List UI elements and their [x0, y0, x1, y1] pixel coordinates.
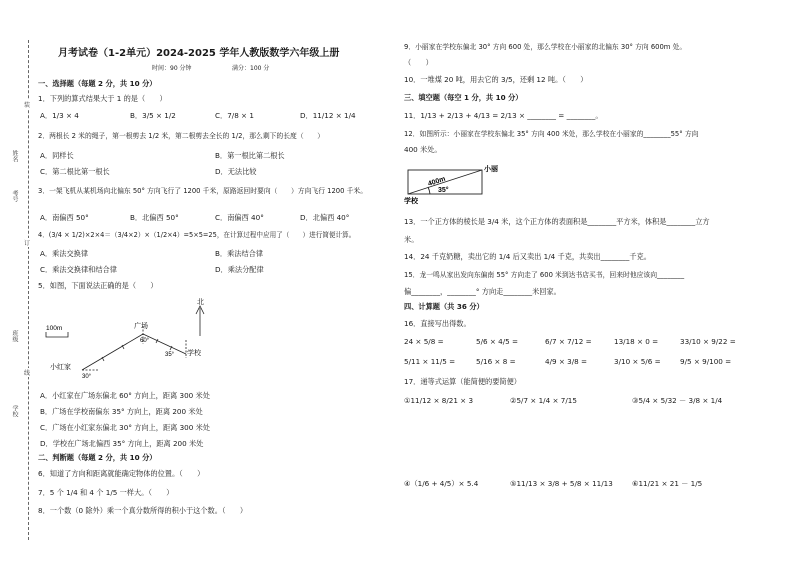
q17-item-6: ⑥11/21 × 21 － 1/5 [632, 479, 703, 488]
section-choice: 一、选择题（每题 2 分，共 10 分） [38, 79, 157, 88]
map-north-label: 北 [197, 299, 204, 306]
q16-item-5: 33/10 × 9/22 = [680, 337, 736, 346]
binding-marker-zhuang: 装 [24, 102, 31, 109]
q17-item-3: ③5/4 × 5/32 － 3/8 × 1/4 [632, 396, 723, 405]
binding-label-name: 姓名 [11, 150, 18, 162]
q4-option-b: B．乘法结合律 [215, 249, 264, 258]
question-1: 1．下列的算式结果大于 1 的是（ ） [38, 94, 167, 103]
exam-score: 满分：100 分 [232, 65, 270, 72]
map-angle-35: 35° [165, 352, 175, 358]
question-4: 4．(3/4 × 1/2)×2×4＝（3/4×2）×（1/2×4）=5×5=25，在计算过程中应用了（ ）进行简便计算。 [38, 231, 356, 239]
q4-option-c: C．乘法交换律和结合律 [40, 265, 117, 274]
q1-option-c: C．7/8 × 1 [215, 111, 254, 120]
q16-item-9: 3/10 × 5/6 = [614, 357, 661, 366]
map-school-label: 学校 [187, 350, 201, 357]
exam-time: 时间：90 分钟 [152, 65, 192, 72]
map-scale-label: 100m [46, 325, 63, 332]
q17-item-1: ①11/12 × 8/21 × 3 [404, 396, 474, 405]
binding-label-school: 学校 [11, 405, 18, 417]
map-angle-30: 30° [82, 374, 92, 380]
binding-label-number: 考号 [11, 190, 18, 202]
map2-school-label: 学校 [404, 198, 418, 205]
section-calculation: 四、计算题（共 36 分） [404, 302, 484, 311]
question-16: 16．直接写出得数。 [404, 319, 471, 328]
q4-option-a: A．乘法交换律 [40, 249, 89, 258]
question-12: 12．如图所示：小丽家在学校东偏北 35° 方向 400 米处，那么学校在小丽家的________55° 方向 [404, 130, 699, 138]
q4-option-d: D．乘法分配律 [215, 265, 264, 274]
q16-item-7: 5/16 × 8 = [476, 357, 516, 366]
q5-option-d: D．学校在广场北偏西 35° 方向上，距离 200 米处 [40, 439, 204, 448]
binding-marker-ding: 订 [24, 240, 31, 247]
q3-option-d: D．北偏西 40° [300, 213, 350, 222]
q16-item-3: 6/7 × 7/12 = [545, 337, 592, 346]
q5-option-a: A．小红家在广场东偏北 60° 方向上，距离 300 米处 [40, 391, 210, 400]
question-9-answer: （ ） [404, 58, 433, 67]
question-6: 6．知道了方向和距离就能确定物体的位置。（ ） [38, 469, 205, 478]
question-12-cont: 400 米处。 [404, 145, 442, 154]
map2-angle-label: 35° [438, 187, 449, 194]
question-10: 10．一堆煤 20 吨，用去它的 3/5，还剩 12 吨。（ ） [404, 75, 588, 84]
q2-option-d: D．无法比较 [215, 167, 257, 176]
page-title: 月考试卷（1-2单元）2024-2025 学年人教版数学六年级上册 [58, 48, 340, 59]
q16-item-6: 5/11 × 11/5 = [404, 357, 456, 366]
q3-option-b: B．北偏西 50° [130, 213, 179, 222]
scale-bar [46, 332, 68, 337]
q5-direction-map [40, 296, 230, 384]
binding-marker-xian: 线 [24, 370, 31, 377]
q16-item-1: 24 × 5/8 = [404, 337, 444, 346]
question-9: 9．小丽家在学校东偏北 30° 方向 600 处，那么学校在小丽家的北偏东 30° 方向 600m 处。 [404, 43, 687, 51]
q12-direction-map [404, 160, 514, 206]
question-2: 2．两根长 2 米的绳子，第一根剪去 1/2 米，第二根剪去全长的 1/2，那么剩下的长度（ ） [38, 132, 325, 140]
q16-item-10: 9/5 × 9/100 = [680, 357, 732, 366]
section-fill: 三、填空题（每空 1 分，共 10 分） [404, 93, 523, 102]
question-15-cont: 偏________，________° 方向走________米回家。 [404, 287, 561, 296]
q16-item-8: 4/9 × 3/8 = [545, 357, 588, 366]
q1-option-b: B．3/5 × 1/2 [130, 111, 176, 120]
q3-option-c: C．南偏西 40° [215, 213, 264, 222]
binding-label-class: 班级 [11, 330, 18, 342]
q2-option-a: A．同样长 [40, 151, 74, 160]
q1-option-d: D．11/12 × 1/4 [300, 111, 356, 120]
route-home-plaza [82, 334, 143, 370]
q3-option-a: A．南偏西 50° [40, 213, 89, 222]
q5-option-b: B．广场在学校南偏东 35° 方向上，距离 200 米处 [40, 407, 203, 416]
map2-home-label: 小丽 [484, 166, 498, 173]
question-5: 5．如图，下面说法正确的是（ ） [38, 281, 158, 290]
map-plaza-label: 广场 [134, 323, 148, 330]
map-angle-60: 60° [140, 338, 150, 344]
question-3: 3．一架飞机从某机场向北偏东 50° 方向飞行了 1200 千米，原路返回时要向（ ）方向飞行 1200 千米。 [38, 187, 368, 195]
question-13: 13．一个正方体的棱长是 3/4 米，这个正方体的表面积是________平方米，体积是________立方 [404, 217, 710, 226]
question-17: 17．递等式运算（能简便的要简便） [404, 377, 521, 386]
q2-option-c: C．第二根比第一根长 [40, 167, 110, 176]
map2-distance-label: 400m [427, 175, 447, 188]
q16-item-4: 13/18 × 0 = [614, 337, 659, 346]
q5-option-c: C．广场在小红家东偏北 30° 方向上，距离 300 米处 [40, 423, 210, 432]
q17-item-2: ②5/7 × 1/4 × 7/15 [510, 396, 577, 405]
q1-option-a: A．1/3 × 4 [40, 111, 79, 120]
question-11: 11．1/13 + 2/13 + 4/13 = 2/13 × ________ = ________。 [404, 111, 603, 120]
question-14: 14．24 千克奶糖，卖出它的 1/4 后又卖出 1/4 千克，共卖出________千克。 [404, 252, 651, 261]
q17-item-4: ④（1/6 + 4/5）× 5.4 [404, 479, 479, 488]
question-13-cont: 米。 [404, 235, 419, 244]
route-plaza-school [143, 334, 186, 354]
q16-item-2: 5/6 × 4/5 = [476, 337, 519, 346]
question-15: 15．龙一鸣从家出发向东偏南 55° 方向走了 600 米到达书店买书，回来时他应该向________ [404, 271, 685, 279]
q2-option-b: B．第一根比第二根长 [215, 151, 285, 160]
q17-item-5: ⑤11/13 × 3/8 + 5/8 × 11/13 [510, 479, 613, 488]
map-home-label: 小红家 [50, 364, 71, 371]
binding-line [28, 40, 30, 540]
section-judgement: 二、判断题（每题 2 分，共 10 分） [38, 453, 157, 462]
question-7: 7．5 个 1/4 和 4 个 1/5 一样大。（ ） [38, 488, 174, 497]
question-8: 8．一个数（0 除外）乘一个真分数所得的积小于这个数。（ ） [38, 506, 248, 515]
